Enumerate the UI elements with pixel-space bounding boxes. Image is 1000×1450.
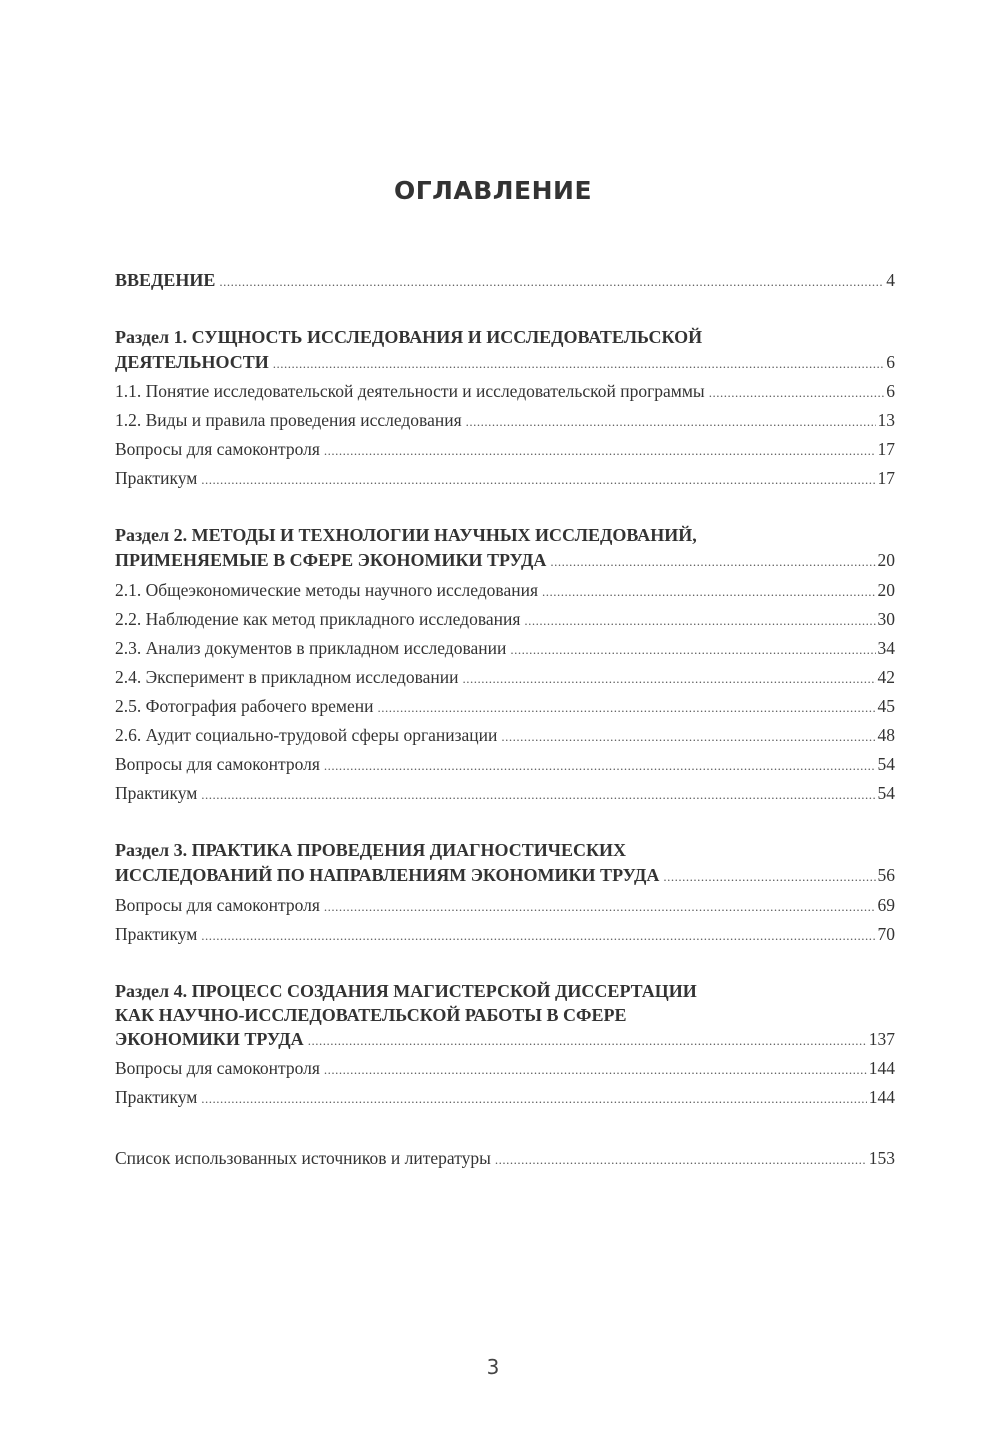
toc-entry-2-1[interactable] — [115, 580, 895, 606]
dot-leader — [524, 613, 875, 629]
toc-entry-4-practicum[interactable] — [115, 1087, 895, 1113]
dot-leader — [510, 642, 875, 658]
toc-entry-label: Вопросы для самоконтроля — [115, 754, 320, 774]
toc-entry-label: Практикум — [115, 468, 198, 488]
dot-leader — [201, 928, 875, 944]
dot-leader — [542, 584, 875, 600]
toc-entry-label: ИССЛЕДОВАНИЙ ПО НАПРАВЛЕНИЯМ ЭКОНОМИКИ ТРУДА — [115, 865, 660, 885]
dot-leader — [462, 671, 875, 687]
dot-leader — [201, 472, 875, 488]
toc-entry-label: 2.2. Наблюдение как метод прикладного исследования — [115, 609, 521, 629]
toc-page-number: 153 — [868, 1148, 895, 1168]
toc-page-number: 13 — [877, 410, 895, 430]
dot-leader — [273, 356, 885, 372]
toc-entry-section-3[interactable] — [115, 865, 895, 891]
toc-entry-2-3[interactable] — [115, 638, 895, 664]
section-4-heading-line-1[interactable] — [115, 981, 895, 1007]
toc-entry-label: Вопросы для самоконтроля — [115, 895, 320, 915]
toc-page-number: 20 — [877, 550, 895, 570]
page-footer-number: 3 — [486, 1355, 500, 1379]
toc-entry-2-6[interactable] — [115, 725, 895, 751]
toc-entry-label: Раздел 2. МЕТОДЫ И ТЕХНОЛОГИИ НАУЧНЫХ ИССЛЕДОВАНИЙ, — [115, 525, 697, 545]
toc-page-number: 17 — [877, 439, 895, 459]
toc-page-number: 42 — [877, 667, 895, 687]
toc-entry-label: ЭКОНОМИКИ ТРУДА — [115, 1029, 304, 1049]
toc-entry-label: Вопросы для самоконтроля — [115, 1058, 320, 1078]
toc-entry-label: 2.4. Эксперимент в прикладном исследовании — [115, 667, 459, 687]
toc-page-number: 69 — [877, 895, 895, 915]
toc-page-number: 6 — [886, 352, 895, 372]
toc-entry-1-practicum[interactable] — [115, 468, 895, 494]
toc-entry-label: Список использованных источников и литературы — [115, 1148, 491, 1168]
dot-leader — [201, 787, 875, 803]
toc-entry-3-questions[interactable] — [115, 895, 895, 921]
toc-entry-label: Раздел 4. ПРОЦЕСС СОЗДАНИЯ МАГИСТЕРСКОЙ ДИССЕРТАЦИИ — [115, 981, 697, 1001]
toc-entry-label: Практикум — [115, 1087, 198, 1107]
section-3-heading-line-1[interactable] — [115, 840, 895, 866]
toc-entry-label: КАК НАУЧНО-ИССЛЕДОВАТЕЛЬСКОЙ РАБОТЫ В СФЕРЕ — [115, 1005, 627, 1025]
toc-page-number: 144 — [868, 1058, 895, 1078]
toc-entry-2-5[interactable] — [115, 696, 895, 722]
dot-leader — [377, 700, 875, 716]
toc-page-number: 17 — [877, 468, 895, 488]
toc-page-number: 144 — [868, 1087, 895, 1107]
section-2-heading-line-1[interactable] — [115, 525, 895, 551]
toc-entry-section-1[interactable] — [115, 352, 895, 378]
toc-entry-section-2[interactable] — [115, 550, 895, 576]
toc-entry-3-practicum[interactable] — [115, 924, 895, 950]
toc-entry-label: Вопросы для самоконтроля — [115, 439, 320, 459]
dot-leader — [324, 758, 876, 774]
dot-leader — [324, 899, 876, 915]
dot-leader — [501, 729, 875, 745]
toc-page-number: 54 — [877, 783, 895, 803]
toc-page-number: 6 — [886, 381, 895, 401]
toc-entry-label: Раздел 3. ПРАКТИКА ПРОВЕДЕНИЯ ДИАГНОСТИЧЕСКИХ — [115, 840, 627, 860]
dot-leader — [466, 414, 876, 430]
toc-entry-label: ДЕЯТЕЛЬНОСТИ — [115, 352, 269, 372]
toc-entry-2-4[interactable] — [115, 667, 895, 693]
toc-entry-bibliography[interactable] — [115, 1148, 895, 1174]
toc-entry-section-4[interactable] — [115, 1029, 895, 1055]
page-title: ОГЛАВЛЕНИЕ — [393, 176, 593, 205]
toc-entry-label: 1.1. Понятие исследовательской деятельности и исследовательской программы — [115, 381, 705, 401]
toc-entry-label: 1.2. Виды и правила проведения исследования — [115, 410, 462, 430]
dot-leader — [219, 274, 884, 290]
dot-leader — [709, 385, 885, 401]
section-4-heading-line-2[interactable] — [115, 1005, 895, 1031]
toc-page-number: 137 — [868, 1029, 895, 1049]
toc-page-number: 20 — [877, 580, 895, 600]
toc-entry-label: ВВЕДЕНИЕ — [115, 270, 216, 290]
toc-entry-label: ПРИМЕНЯЕМЫЕ В СФЕРЕ ЭКОНОМИКИ ТРУДА — [115, 550, 547, 570]
toc-entry-label: 2.6. Аудит социально-трудовой сферы организации — [115, 725, 498, 745]
toc-entry-1-2[interactable] — [115, 410, 895, 436]
toc-page-number: 54 — [877, 754, 895, 774]
toc-entry-1-questions[interactable] — [115, 439, 895, 465]
dot-leader — [550, 554, 875, 570]
toc-entry-label: 2.3. Анализ документов в прикладном исследовании — [115, 638, 507, 658]
dot-leader — [201, 1091, 866, 1107]
toc-entry-label: Практикум — [115, 924, 198, 944]
toc-entry-2-practicum[interactable] — [115, 783, 895, 809]
dot-leader — [324, 443, 876, 459]
section-1-heading-line-1[interactable] — [115, 327, 895, 353]
toc-entry-label: Раздел 1. СУЩНОСТЬ ИССЛЕДОВАНИЯ И ИССЛЕДОВАТЕЛЬСКОЙ — [115, 327, 703, 347]
toc-entry-label: 2.1. Общеэкономические методы научного исследования — [115, 580, 539, 600]
dot-leader — [495, 1152, 867, 1168]
toc-entry-label: Практикум — [115, 783, 198, 803]
dot-leader — [308, 1033, 867, 1049]
toc-entry-intro[interactable] — [115, 270, 895, 296]
toc-page-number: 48 — [877, 725, 895, 745]
toc-entry-2-questions[interactable] — [115, 754, 895, 780]
toc-entry-4-questions[interactable] — [115, 1058, 895, 1084]
toc-page-number: 45 — [877, 696, 895, 716]
dot-leader — [663, 869, 875, 885]
toc-page-number: 56 — [877, 865, 895, 885]
toc-entry-1-1[interactable] — [115, 381, 895, 407]
toc-page-number: 34 — [877, 638, 895, 658]
toc-page-number: 70 — [877, 924, 895, 944]
toc-entry-2-2[interactable] — [115, 609, 895, 635]
toc-entry-label: 2.5. Фотография рабочего времени — [115, 696, 374, 716]
dot-leader — [324, 1062, 867, 1078]
toc-page-number: 4 — [886, 270, 895, 290]
toc-page-number: 30 — [877, 609, 895, 629]
